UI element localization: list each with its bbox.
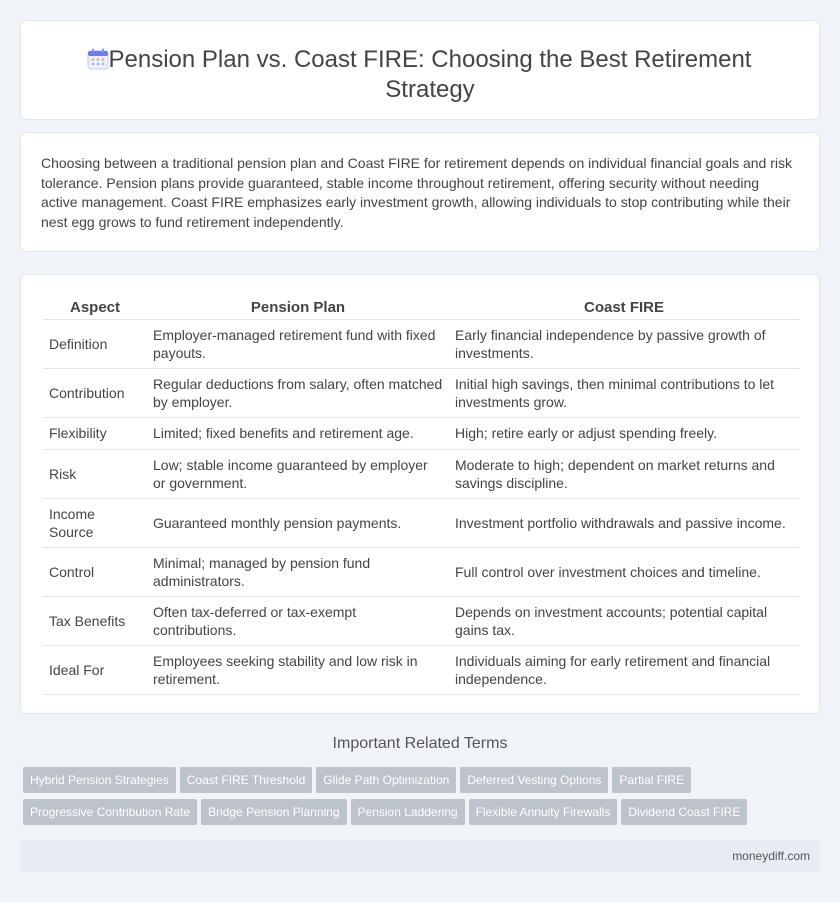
- footer-site-link[interactable]: moneydiff.com: [732, 849, 810, 863]
- tag-flexible-annuity-firewalls[interactable]: Flexible Annuity Firewalls: [469, 799, 618, 825]
- row-aspect: Flexibility: [43, 417, 147, 449]
- row-aspect: Income Source: [43, 498, 147, 547]
- row-coast: Full control over investment choices and timeline.: [449, 547, 799, 596]
- row-aspect: Ideal For: [43, 645, 147, 694]
- row-coast: Initial high savings, then minimal contributions to let investments grow.: [449, 368, 799, 417]
- row-pension: Employer-managed retirement fund with fixed payouts.: [147, 319, 449, 368]
- table-row: [43, 547, 799, 596]
- tag-partial-fire[interactable]: Partial FIRE: [612, 767, 691, 793]
- table-row: [43, 645, 799, 694]
- tag-glide-path-optimization[interactable]: Glide Path Optimization: [316, 767, 456, 793]
- row-pension: Limited; fixed benefits and retirement age.: [147, 417, 449, 449]
- tag-coast-fire-threshold[interactable]: Coast FIRE Threshold: [180, 767, 313, 793]
- row-pension: Often tax-deferred or tax-exempt contributions.: [147, 596, 449, 645]
- row-aspect: Contribution: [43, 368, 147, 417]
- header-coast-fire: Coast FIRE: [449, 295, 799, 319]
- comparison-table: [43, 295, 799, 695]
- table-row: [43, 449, 799, 498]
- tag-progressive-contribution-rate[interactable]: Progressive Contribution Rate: [23, 799, 197, 825]
- page-title: Pension Plan vs. Coast FIRE: Choosing the Best Retirement Strategy: [108, 46, 752, 103]
- table-row: [43, 498, 799, 547]
- row-pension: Employees seeking stability and low risk in retirement.: [147, 645, 449, 694]
- row-pension: Guaranteed monthly pension payments.: [147, 498, 449, 547]
- tag-bridge-pension-planning[interactable]: Bridge Pension Planning: [201, 799, 346, 825]
- table-row: [43, 319, 799, 368]
- tag-dividend-coast-fire[interactable]: Dividend Coast FIRE: [621, 799, 747, 825]
- tag-hybrid-pension-strategies[interactable]: Hybrid Pension Strategies: [23, 767, 176, 793]
- row-coast: Investment portfolio withdrawals and passive income.: [449, 498, 799, 547]
- row-coast: Individuals aiming for early retirement and financial independence.: [449, 645, 799, 694]
- footer: [20, 840, 820, 872]
- comparison-card: [20, 274, 820, 714]
- tag-row: [23, 767, 813, 799]
- related-terms-list: [23, 767, 813, 831]
- tag-deferred-vesting-options[interactable]: Deferred Vesting Options: [460, 767, 608, 793]
- row-aspect: Control: [43, 547, 147, 596]
- table-row: [43, 596, 799, 645]
- header-pension-plan: Pension Plan: [147, 295, 449, 319]
- related-terms-heading: Important Related Terms: [332, 735, 508, 752]
- title-card: [20, 20, 820, 120]
- row-pension: Minimal; managed by pension fund administrators.: [147, 547, 449, 596]
- row-pension: Low; stable income guaranteed by employer or government.: [147, 449, 449, 498]
- header-aspect: Aspect: [43, 295, 147, 319]
- row-coast: Early financial independence by passive growth of investments.: [449, 319, 799, 368]
- row-coast: Moderate to high; dependent on market returns and savings discipline.: [449, 449, 799, 498]
- intro-paragraph: Choosing between a traditional pension plan and Coast FIRE for retirement depends on individual financial goals and risk tolerance. Pension plans provide guaranteed, stable income throughout retirement, offering security without needing active management. Coast FIRE emphasizes early investment growth, allowing individuals to stop contributing while their nest egg grows to fund retirement independently.: [41, 155, 793, 230]
- row-aspect: Definition: [43, 319, 147, 368]
- row-pension: Regular deductions from salary, often matched by employer.: [147, 368, 449, 417]
- tag-pension-laddering[interactable]: Pension Laddering: [351, 799, 465, 825]
- row-aspect: Risk: [43, 449, 147, 498]
- tag-row: [23, 799, 813, 831]
- table-row: [43, 417, 799, 449]
- row-coast: High; retire early or adjust spending freely.: [449, 417, 799, 449]
- intro-card: [20, 132, 820, 252]
- table-header-row: [43, 295, 799, 319]
- row-aspect: Tax Benefits: [43, 596, 147, 645]
- table-row: [43, 368, 799, 417]
- row-coast: Depends on investment accounts; potential capital gains tax.: [449, 596, 799, 645]
